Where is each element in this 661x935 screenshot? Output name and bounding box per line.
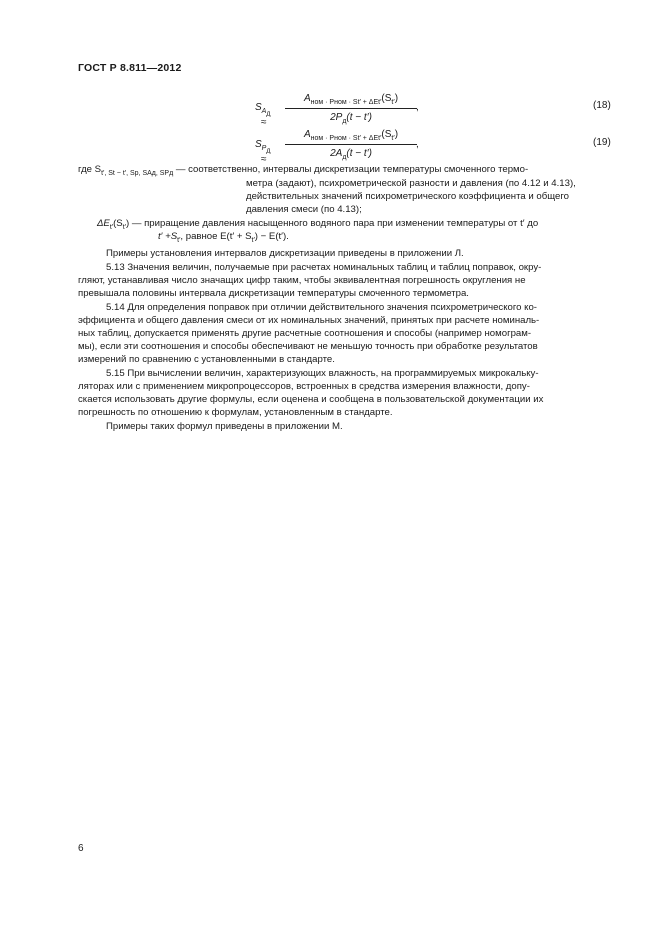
formula-fraction: $A_{ном \cdot Pном \cdot St' + \Delta Et'}(S_{t'})$ $2P_д(t - t')$ [285,93,417,125]
formula-lhs: $S_{A_д}$ ≈ [255,102,271,129]
paragraph-5-14-line: ных таблиц, допускается применять другие расчетные соотношения и способы (например номограм- [78,328,532,339]
paragraph-5-13-line: гляют, устанавливая число значащих цифр таким, чтобы эквивалентная погрешность округления не [78,275,526,286]
page-number: 6 [78,843,84,854]
formula-lhs: $S_{P_д}$ ≈ [255,139,271,166]
paragraph-5-15-line: ляторах или с применением микропроцессоров, встроенных в средства измерения влажности, допу- [78,381,530,392]
paragraph-5-13-line: превышала половины интервала дискретизации температуры смоченного термометра. [78,288,469,299]
definition-line: действительных значений психрометрического коэффициента и общего [246,191,569,202]
paragraph-5-14: 5.14 Для определения поправок при отличии действительного значения психрометрического ко- [106,302,537,313]
paragraph-5-14-line: измерений по сравнению с установленными в стандарте. [78,354,335,365]
paragraph-examples-m: Примеры таких формул приведены в приложении М. [106,421,343,432]
delta-definition-line: $\Delta E_{t'}(S_{t'})$ — приращение давления насыщенного водяного пара при изменении температуры от t′ до [97,218,539,231]
formula-fraction: $A_{ном \cdot Pном \cdot St' + \Delta Et'}(S_{t'})$ $2A_д(t - t')$ [285,129,417,161]
paragraph-5-15-line: скается использовать другие формулы, если оценена и сообщена в пользовательской документации их [78,394,544,405]
definition-where-line: где $S_{t', St - t', Sp, SAд, SPд}$ — соответственно, интервалы дискретизации температуры смоченного термо- [78,164,529,177]
document-header: ГОСТ Р 8.811—2012 [78,62,182,74]
paragraph-5-13: 5.13 Значения величин, получаемые при расчетах номинальных таблиц и таблиц поправок, окру- [106,262,542,273]
equation-number: (18) [593,100,611,111]
paragraph-5-14-line: эффициента и общего давления смеси от их номинальных значений, принятых при расчете номиналь- [78,315,540,326]
definition-line: давления смеси (по 4.13); [246,204,362,215]
paragraph-5-14-line: мы), если эти соотношения и способы обеспечивают не меньшую точность при обработке результатов [78,341,538,352]
paragraph-examples-l: Примеры установления интервалов дискретизации приведены в приложении Л. [106,248,464,259]
formula-trail: , [416,102,419,113]
formula-trail: , [416,139,419,150]
paragraph-5-15: 5.15 При вычислении величин, характеризующих влажность, на программируемых микрокальку- [106,368,539,379]
paragraph-5-15-line: погрешность по отношению к формулам, установленным в стандарте. [78,407,393,418]
definition-line: метра (задают), психрометрической разности и давления (по 4.12 и 4.13), [246,178,576,189]
delta-definition-line: $t' +S_{t'}$, равное $E(t' + S_{t'}) - E(t')$. [158,231,289,244]
equation-number: (19) [593,137,611,148]
